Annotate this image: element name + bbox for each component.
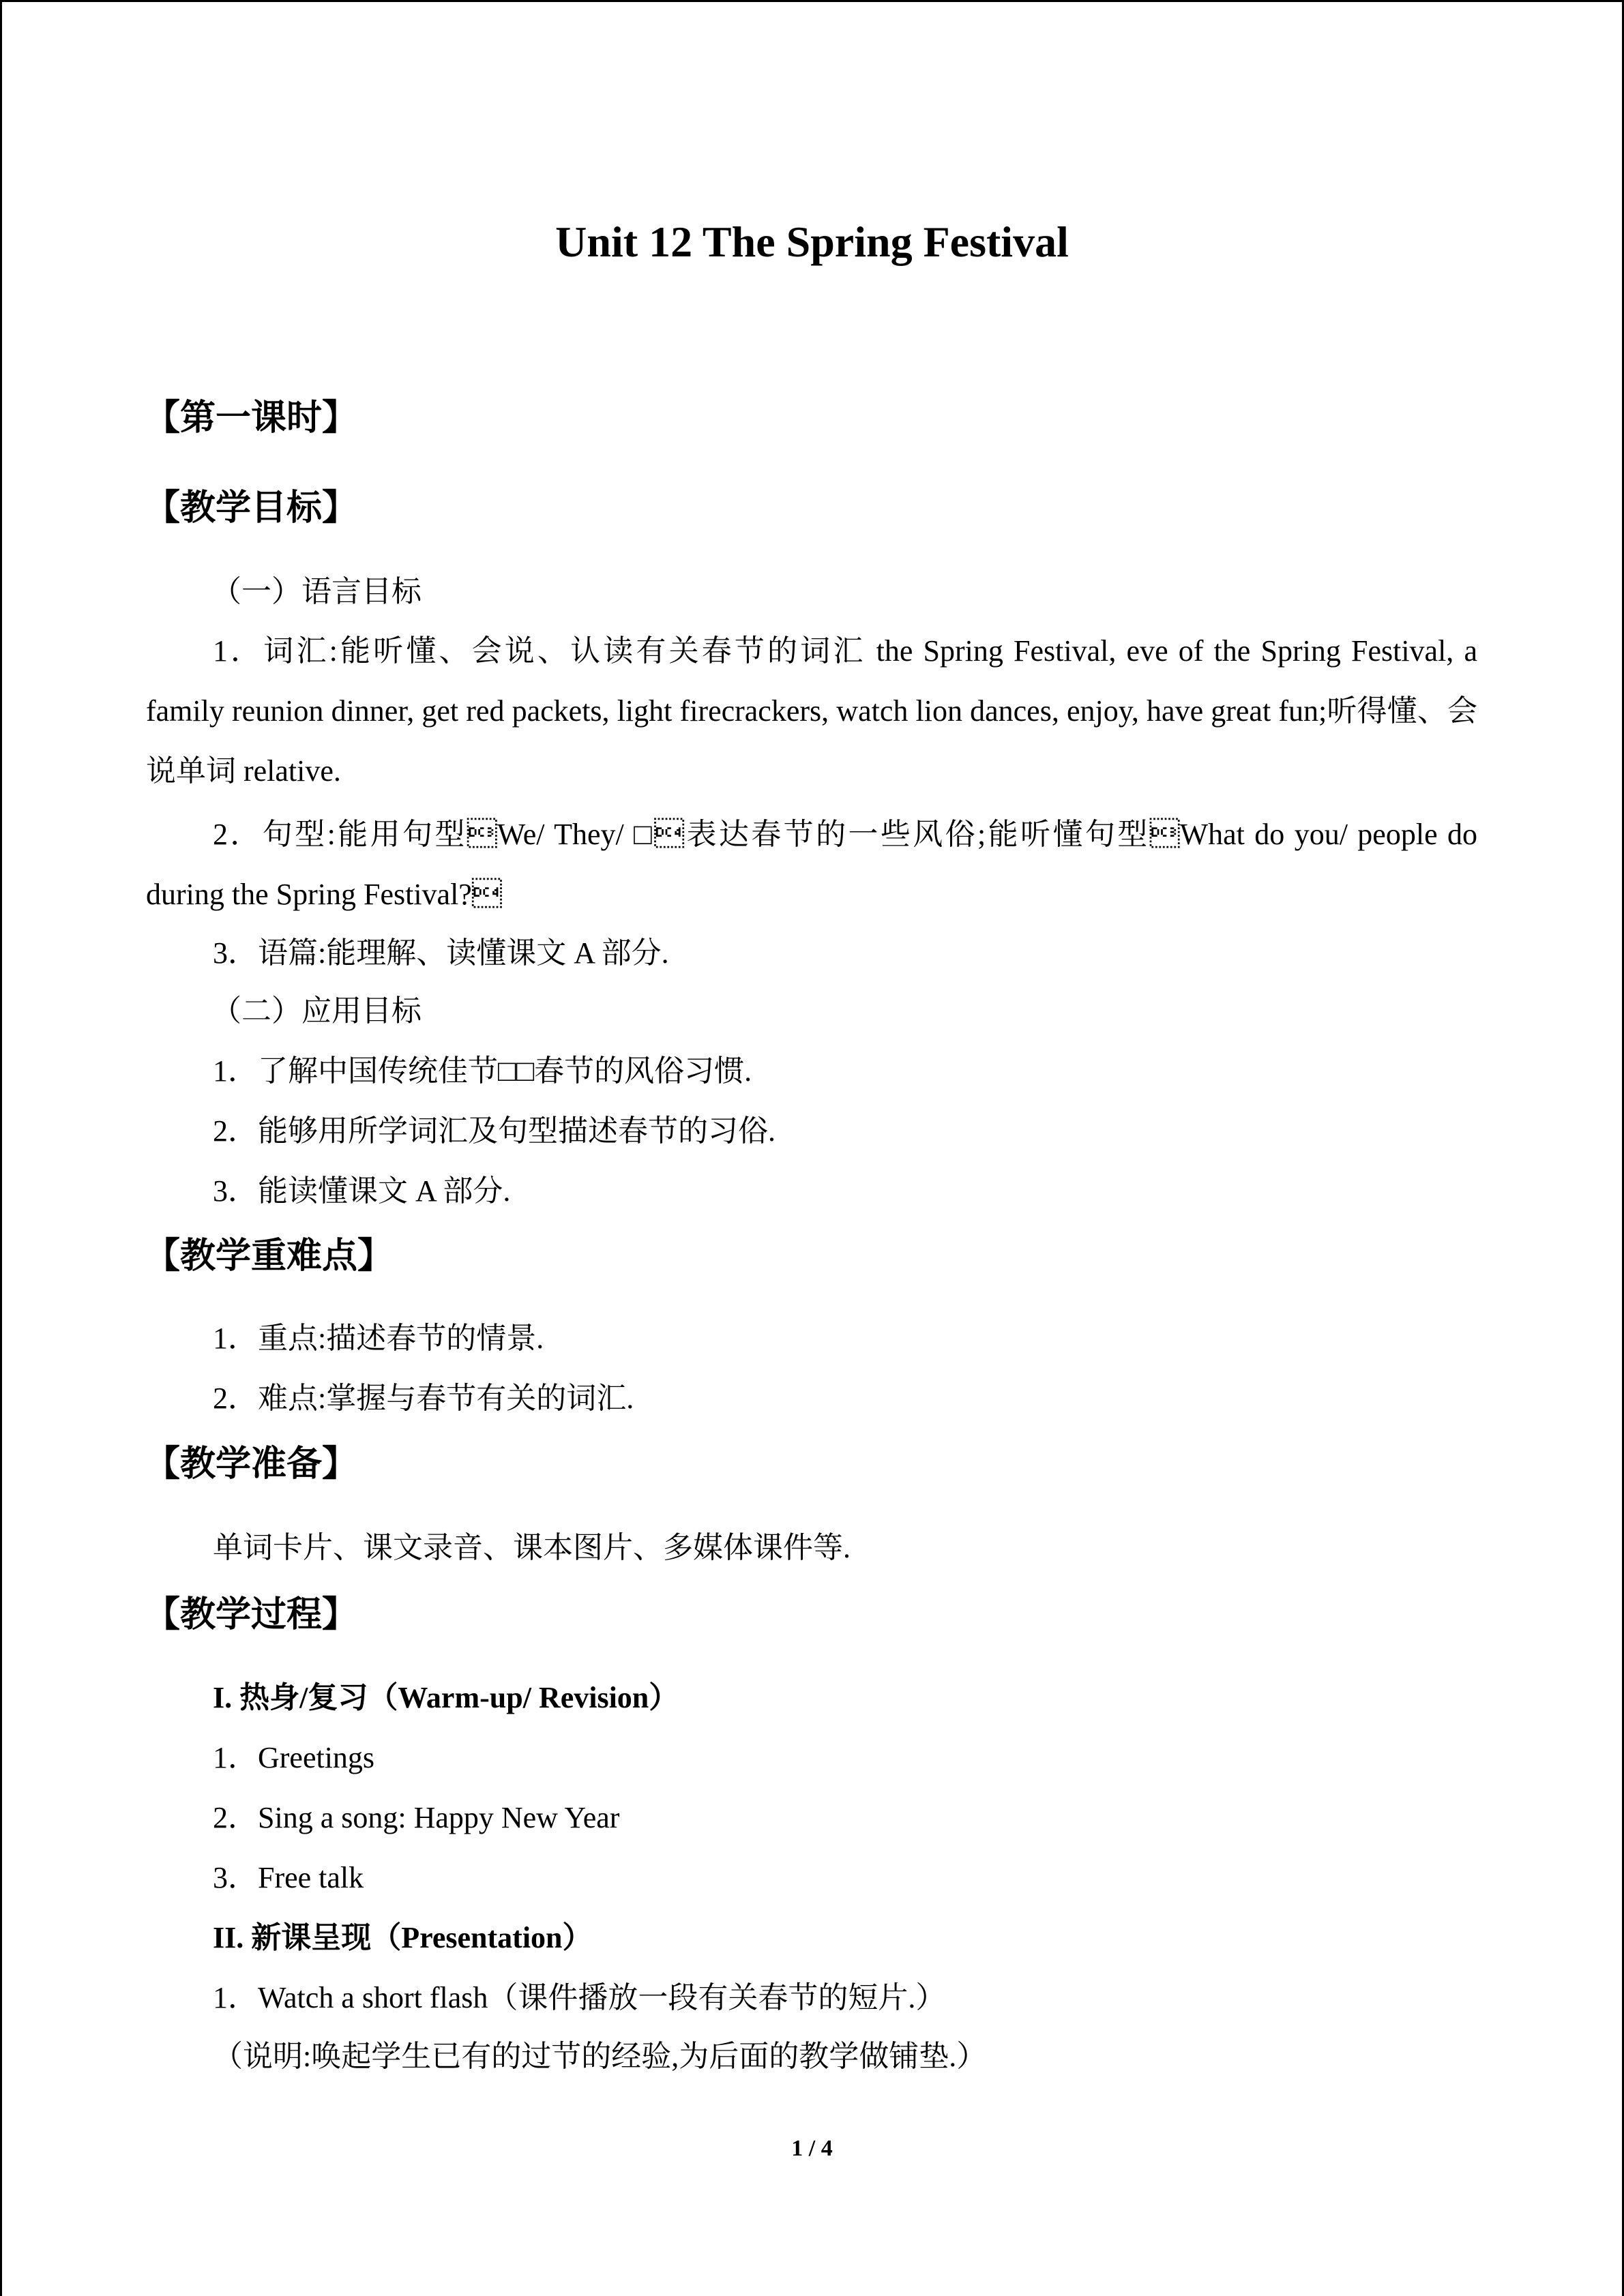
document-title: Unit 12 The Spring Festival: [555, 218, 1069, 266]
step1-item-3: 3．Free talk: [213, 1861, 364, 1894]
page-border-left: [0, 0, 2, 2296]
step1-heading: I. 热身/复习（Warm-up/ Revision）: [213, 1681, 679, 1714]
preparation-text: 单词卡片、课文录音、课本图片、多媒体课件等.: [213, 1531, 851, 1564]
objectives-heading: 【教学目标】: [145, 488, 358, 528]
step1-item-2: 2．Sing a song: Happy New Year: [213, 1801, 620, 1834]
application-goal-1: 1．了解中国传统佳节□□春节的风俗习惯.: [213, 1054, 752, 1088]
preparation-heading: 【教学准备】: [145, 1444, 358, 1485]
language-goal-heading: （一）语言目标: [211, 575, 422, 608]
page-number: 1 / 4: [791, 2136, 833, 2161]
language-goal-2: 2．句型:能用句型We/ They/ □表达春节的一些风俗;能听懂句型What do you/ people do during the Spring Festival?: [146, 818, 1477, 911]
page-border-top: [0, 0, 1624, 2]
step2-note: （说明:唤起学生已有的过节的经验,为后面的教学做铺垫.）: [213, 2040, 987, 2073]
key-point-2: 2．难点:掌握与春节有关的词汇.: [213, 1382, 634, 1415]
key-points-heading: 【教学重难点】: [145, 1236, 394, 1277]
lesson-heading: 【第一课时】: [145, 398, 358, 438]
application-goal-3: 3．能读懂课文 A 部分.: [213, 1174, 511, 1208]
key-point-1: 1．重点:描述春节的情景.: [213, 1322, 544, 1355]
process-heading: 【教学过程】: [145, 1594, 358, 1635]
application-goal-2: 2．能够用所学词汇及句型描述春节的习俗.: [213, 1114, 776, 1148]
step1-item-1: 1．Greetings: [213, 1741, 375, 1774]
language-goal-1: 1．词汇:能听懂、会说、认读有关春节的词汇 the Spring Festival, eve of the Spring Festival, a family reunion dinner, get red packets, light firecrackers, watch lion dances, enjoy, have great fun;听得懂、会说单词 relative.: [146, 634, 1477, 788]
step2-heading: II. 新课呈现（Presentation）: [213, 1921, 593, 1954]
language-goal-3: 3．语篇:能理解、读懂课文 A 部分.: [213, 936, 669, 970]
application-goal-heading: （二）应用目标: [211, 994, 422, 1028]
step2-item-1: 1．Watch a short flash（课件播放一段有关春节的短片.）: [213, 1981, 946, 2014]
